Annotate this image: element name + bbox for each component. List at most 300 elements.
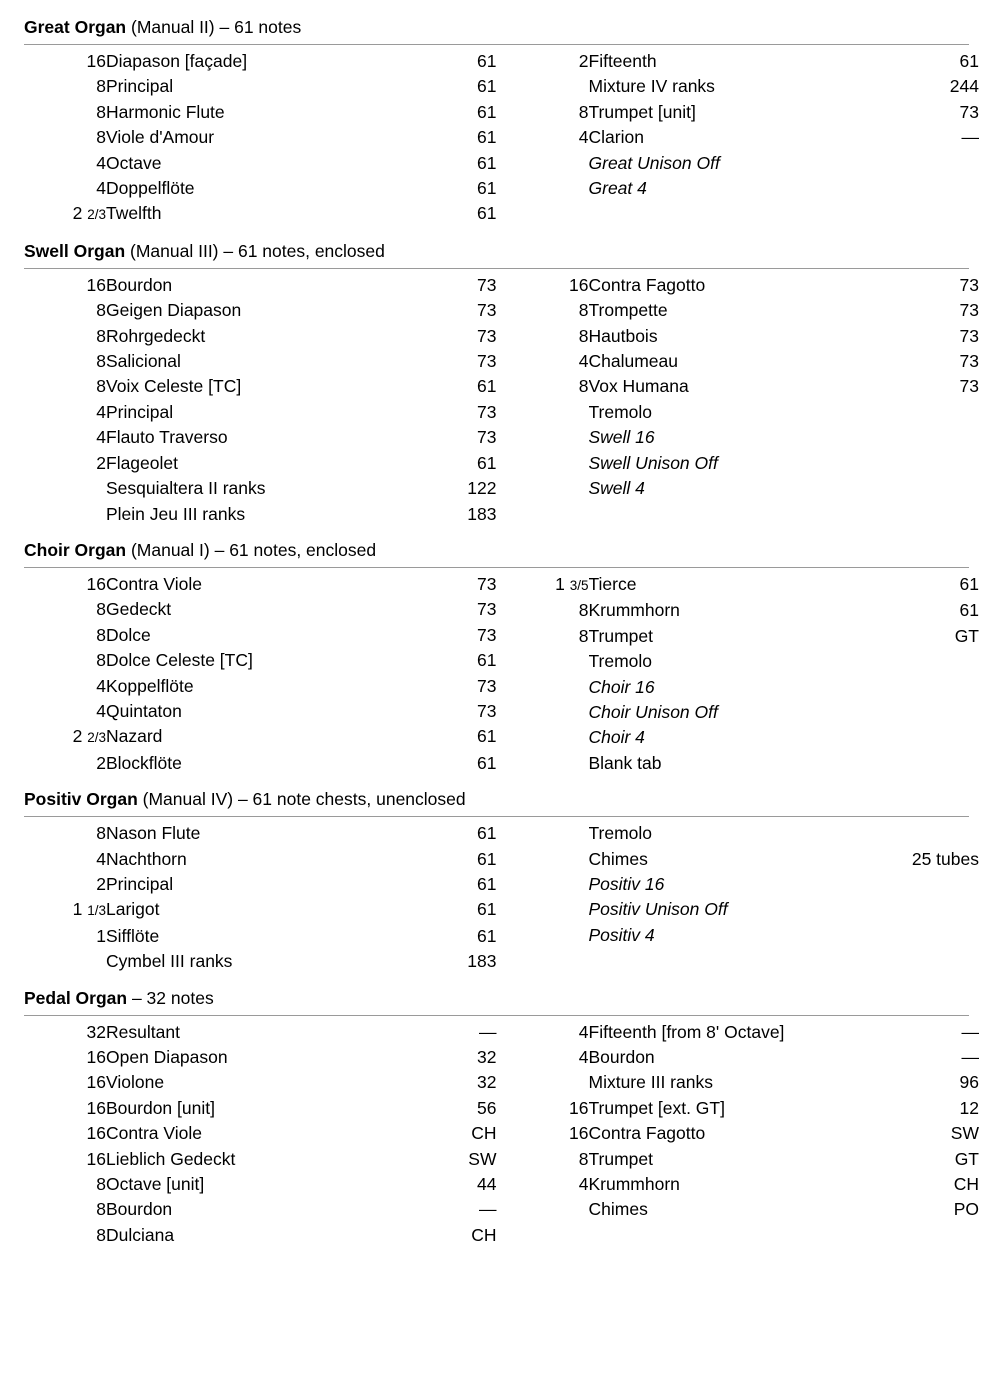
stop-name: Contra Fagotto: [588, 274, 706, 295]
stop-row: [14, 648, 497, 673]
stop-pipe-count: 73: [477, 300, 497, 321]
division-section: [14, 981, 979, 1249]
stop-row: [14, 201, 497, 227]
division-columns: [14, 572, 979, 776]
stop-name: Choir 4: [588, 727, 645, 748]
stop-table-left: [14, 49, 497, 228]
stop-table-left: [14, 1020, 497, 1249]
stop-name: Sesquialtera II ranks: [106, 478, 266, 499]
stop-pitch: 4: [96, 675, 106, 696]
stop-row: [14, 100, 497, 125]
stop-name: Doppelflöte: [106, 178, 195, 199]
stop-pitch: [497, 751, 589, 776]
stop-table-right: [497, 273, 980, 502]
stop-pitch: [497, 176, 589, 201]
stop-name: Tremolo: [588, 651, 653, 672]
stop-pipe-count: 61: [477, 101, 497, 122]
stop-row: [14, 1045, 497, 1070]
stop-pitch: 8: [96, 325, 106, 346]
stop-pipe-count: 61: [959, 600, 979, 621]
stop-name: Lieblich Gedeckt: [106, 1148, 236, 1169]
stop-name: Fifteenth: [588, 51, 657, 71]
stop-pitch: 4: [578, 1174, 589, 1195]
stop-row: [14, 1121, 497, 1146]
stop-name: Koppelflöte: [106, 675, 194, 696]
stop-pitch: 16: [86, 1047, 106, 1067]
stop-pitch: 1: [96, 925, 106, 946]
stop-name: Bourdon: [588, 1047, 655, 1067]
stop-row: [14, 897, 497, 923]
stop-name: Open Diapason: [106, 1047, 228, 1067]
stop-pitch: [497, 1070, 589, 1095]
stop-row: [14, 502, 497, 527]
stop-row: [14, 821, 497, 846]
stop-pitch: 2 2/3: [72, 203, 106, 224]
stop-name: Octave [unit]: [106, 1174, 205, 1195]
stop-row: [497, 451, 980, 476]
stop-pipe-count: —: [479, 1199, 497, 1220]
stop-name: Trumpet: [588, 1148, 654, 1169]
stop-name: Bourdon [unit]: [106, 1097, 215, 1118]
stop-pitch: [497, 451, 589, 476]
stop-row: [14, 476, 497, 501]
stop-name: Positiv 4: [588, 924, 655, 945]
division-section: [14, 10, 979, 228]
stop-pitch: 4: [578, 127, 589, 148]
stop-table-right: [497, 821, 980, 948]
stop-pitch: [497, 649, 589, 674]
stop-pitch: [14, 476, 106, 501]
stop-pitch: 8: [578, 600, 589, 621]
stop-name: Contra Viole: [106, 573, 202, 594]
stop-name: Tierce: [588, 573, 637, 594]
stop-row: [497, 476, 980, 501]
stop-row: [14, 324, 497, 349]
stop-pipe-count: —: [479, 1021, 497, 1042]
stop-row: [14, 125, 497, 150]
stop-pitch: 32: [86, 1021, 106, 1042]
stop-name: Viole d'Amour: [106, 127, 215, 148]
division-section: [14, 234, 979, 527]
stop-pitch: [497, 923, 589, 948]
stop-row: [14, 273, 497, 298]
stop-table-right: [497, 49, 980, 201]
stop-name: Dolce Celeste [TC]: [106, 650, 253, 671]
stop-name: Swell 4: [588, 478, 645, 499]
stop-name: Principal: [106, 873, 174, 894]
stop-pitch: [497, 400, 589, 425]
stop-pitch: 8: [578, 101, 589, 122]
stop-row: [14, 674, 497, 699]
stop-pitch: [497, 74, 589, 99]
stop-name: Choir 16: [588, 676, 655, 697]
stop-pipe-count: [875, 176, 979, 201]
stop-row: [497, 1172, 980, 1197]
stop-row: [497, 624, 980, 649]
stop-pitch: 2: [96, 452, 106, 473]
stop-pitch: 4: [96, 427, 106, 448]
stop-name: Chalumeau: [588, 351, 678, 372]
stop-row: [14, 374, 497, 399]
stop-pitch: 4: [578, 351, 589, 372]
stop-pitch: 8: [96, 1199, 106, 1220]
stop-name: Violone: [106, 1072, 165, 1093]
stop-pipe-count: 44: [477, 1174, 497, 1195]
stop-pitch: 2: [96, 752, 106, 773]
left-column: [14, 273, 497, 527]
stop-pitch: [497, 476, 589, 501]
stop-name: Contra Fagotto: [588, 1123, 706, 1144]
stop-pitch: 8: [578, 1148, 589, 1169]
stop-name: Mixture III ranks: [588, 1072, 713, 1093]
stop-pitch: 4: [96, 848, 106, 869]
stop-row: [14, 699, 497, 724]
stop-row: [497, 872, 980, 897]
stop-pitch: [497, 821, 589, 846]
stop-name: Principal: [106, 76, 174, 97]
stop-row: [497, 1070, 980, 1095]
stop-pipe-count: [875, 649, 979, 674]
left-column: [14, 572, 497, 776]
stop-name: Chimes: [588, 848, 648, 869]
stop-name: Nason Flute: [106, 823, 201, 844]
stop-pitch: [497, 847, 589, 872]
stop-pipe-count: [875, 700, 979, 725]
stop-row: [497, 298, 980, 323]
stop-row: [497, 74, 980, 99]
stop-pipe-count: CH: [471, 1224, 497, 1245]
stop-pipe-count: 73: [477, 401, 497, 422]
division-columns: [14, 273, 979, 527]
stop-pipe-count: 61: [477, 51, 497, 71]
stop-row: [497, 425, 980, 450]
stop-pitch: 2 2/3: [72, 726, 106, 747]
stop-name: Geigen Diapason: [106, 300, 242, 321]
stop-pipe-count: 61: [959, 573, 979, 594]
stop-name: Tremolo: [588, 401, 653, 422]
stop-pipe-count: 73: [477, 599, 497, 620]
stop-pitch: 4: [96, 152, 106, 173]
stop-row: [497, 725, 980, 750]
stop-pipe-count: 73: [477, 675, 497, 696]
stop-name: Dulciana: [106, 1224, 175, 1245]
stop-pitch: 8: [96, 76, 106, 97]
stop-name: Great Unison Off: [588, 152, 720, 173]
stop-row: [497, 675, 980, 700]
stop-row: [497, 151, 980, 176]
stop-pipe-count: 73: [477, 325, 497, 346]
stop-name: Gedeckt: [106, 599, 172, 620]
stop-name: Bourdon: [106, 1199, 173, 1220]
stop-name: Tremolo: [588, 823, 653, 844]
stop-pipe-count: 61: [477, 203, 497, 224]
stop-row: [497, 700, 980, 725]
right-column: [497, 821, 980, 948]
stop-name: Krummhorn: [588, 600, 680, 621]
stop-name: Harmonic Flute: [106, 101, 225, 122]
stop-row: [497, 273, 980, 298]
stop-row: [497, 176, 980, 201]
stop-pipe-count: 61: [477, 823, 497, 844]
stop-row: [497, 649, 980, 674]
stop-pitch: 4: [96, 401, 106, 422]
stop-pipe-count: 61: [477, 178, 497, 199]
stop-pitch: 8: [96, 650, 106, 671]
stop-row: [497, 49, 980, 74]
stop-row: [14, 572, 497, 597]
stop-name: Mixture IV ranks: [588, 76, 715, 97]
stop-row: [497, 1197, 980, 1222]
stop-name: Hautbois: [588, 325, 658, 346]
stop-row: [497, 400, 980, 425]
stop-pitch: 16: [569, 1123, 589, 1144]
stop-row: [14, 1172, 497, 1197]
stop-pipe-count: 61: [477, 127, 497, 148]
stop-pipe-count: [875, 923, 979, 948]
stop-name: Clarion: [588, 127, 644, 148]
stop-pitch: 8: [578, 300, 589, 321]
stop-name: Principal: [106, 401, 174, 422]
stop-name: Trumpet [unit]: [588, 101, 696, 122]
division-heading: [14, 234, 979, 266]
stop-row: [14, 924, 497, 949]
division-description: (Manual III) – 61 notes, enclosed: [125, 240, 385, 261]
stop-pipe-count: GT: [954, 625, 979, 646]
stop-pitch: 8: [96, 376, 106, 397]
stop-name: Flageolet: [106, 452, 178, 473]
stop-name: Flauto Traverso: [106, 427, 228, 448]
stop-name: Diapason [façade]: [106, 51, 248, 71]
division-columns: [14, 821, 979, 974]
stop-pipe-count: —: [961, 127, 979, 148]
left-column: [14, 1020, 497, 1249]
stop-pipe-count: 56: [477, 1097, 497, 1118]
division-name: Choir Organ: [24, 539, 127, 560]
stop-pipe-count: 61: [477, 452, 497, 473]
stop-pitch: 4: [578, 1047, 589, 1067]
division-heading: [14, 981, 979, 1013]
stop-pitch: [497, 897, 589, 922]
stop-name: Twelfth: [106, 203, 162, 224]
stop-table-left: [14, 572, 497, 776]
stop-pipe-count: 73: [959, 274, 979, 295]
stop-pipe-count: [875, 476, 979, 501]
stop-pipe-count: 61: [477, 752, 497, 773]
stop-name: Swell 16: [588, 427, 655, 448]
stop-pipe-count: 61: [477, 152, 497, 173]
stop-pitch: [14, 502, 106, 527]
division-heading: [14, 782, 979, 814]
stop-name: Choir Unison Off: [588, 701, 718, 722]
stop-pipe-count: 73: [959, 351, 979, 372]
stop-pipe-count: 183: [467, 503, 497, 524]
stop-pipe-count: 12: [959, 1097, 979, 1118]
stop-pitch: 8: [96, 1174, 106, 1195]
stop-row: [497, 1096, 980, 1121]
stop-pitch: 8: [578, 325, 589, 346]
stop-pipe-count: 61: [477, 899, 497, 920]
stop-row: [497, 324, 980, 349]
stop-name: Voix Celeste [TC]: [106, 376, 242, 397]
stop-pipe-count: PO: [953, 1199, 979, 1220]
stop-name: Sifflöte: [106, 925, 160, 946]
division-description: (Manual I) – 61 notes, enclosed: [126, 539, 377, 560]
stop-pipe-count: 73: [959, 325, 979, 346]
stop-pipe-count: [875, 151, 979, 176]
stop-pitch: 8: [96, 300, 106, 321]
stop-pipe-count: [875, 675, 979, 700]
stop-pipe-count: 244: [949, 76, 979, 97]
stop-row: [14, 949, 497, 974]
stop-name: Blockflöte: [106, 752, 182, 773]
stop-table-left: [14, 821, 497, 974]
stop-pipe-count: [875, 425, 979, 450]
stop-pipe-count: 73: [959, 101, 979, 122]
stop-row: [497, 847, 980, 872]
stop-row: [14, 451, 497, 476]
stop-pipe-count: 183: [467, 951, 497, 972]
stop-pipe-count: 32: [477, 1072, 497, 1093]
stop-pipe-count: [875, 872, 979, 897]
stop-pitch: 8: [578, 376, 589, 397]
right-column: [497, 572, 980, 776]
stop-pipe-count: 61: [477, 376, 497, 397]
stop-name: Plein Jeu III ranks: [106, 503, 246, 524]
stop-pitch: 1 3/5: [555, 573, 589, 594]
stop-pipe-count: 61: [959, 51, 979, 71]
stop-table-right: [497, 1020, 980, 1223]
stop-row: [497, 349, 980, 374]
right-column: [497, 1020, 980, 1223]
left-column: [14, 49, 497, 228]
stop-row: [14, 724, 497, 750]
stop-pipe-count: 73: [477, 700, 497, 721]
stop-pitch: 8: [96, 624, 106, 645]
stop-row: [497, 1020, 980, 1045]
stop-pitch: 16: [86, 51, 106, 71]
left-column: [14, 821, 497, 974]
stop-pipe-count: 73: [959, 300, 979, 321]
stop-name: Cymbel III ranks: [106, 951, 233, 972]
division-description: – 32 notes: [127, 987, 214, 1008]
stop-row: [14, 847, 497, 872]
stop-name: Resultant: [106, 1021, 180, 1042]
stop-name: Positiv 16: [588, 873, 665, 894]
stop-pitch: 16: [86, 1072, 106, 1093]
stop-pitch: 2: [578, 51, 589, 71]
division-description: (Manual II) – 61 notes: [126, 17, 302, 37]
stop-pipe-count: 61: [477, 650, 497, 671]
division-divider: [24, 567, 969, 568]
division-name: Positiv Organ: [24, 789, 138, 810]
stop-name: Krummhorn: [588, 1174, 680, 1195]
stop-pipe-count: [875, 751, 979, 776]
stop-pitch: 16: [86, 573, 106, 594]
stop-pipe-count: CH: [471, 1123, 497, 1144]
stop-row: [14, 151, 497, 176]
division-columns: [14, 1020, 979, 1249]
stop-pipe-count: 122: [467, 478, 497, 499]
stop-pitch: [14, 949, 106, 974]
stop-row: [14, 872, 497, 897]
stop-row: [14, 1147, 497, 1172]
stop-row: [14, 349, 497, 374]
stop-pitch: 4: [96, 178, 106, 199]
stop-row: [497, 1147, 980, 1172]
stop-pitch: 8: [96, 1224, 106, 1245]
stop-pipe-count: 61: [477, 726, 497, 747]
stop-row: [14, 49, 497, 74]
stop-pitch: 8: [96, 823, 106, 844]
stop-pipe-count: SW: [468, 1148, 497, 1169]
stop-pitch: 8: [96, 599, 106, 620]
stop-pipe-count: SW: [950, 1123, 979, 1144]
division-description: (Manual IV) – 61 note chests, unenclosed: [137, 789, 466, 810]
stop-table-left: [14, 273, 497, 527]
stop-table-right: [497, 572, 980, 776]
stop-pitch: [497, 425, 589, 450]
stop-pipe-count: 96: [959, 1072, 979, 1093]
stop-name: Blank tab: [588, 752, 662, 773]
stop-pitch: 16: [569, 1097, 589, 1118]
stop-pipe-count: [875, 897, 979, 922]
division-section: [14, 533, 979, 776]
stop-pipe-count: 61: [477, 76, 497, 97]
stop-pipe-count: —: [961, 1021, 979, 1042]
stop-pipe-count: [875, 400, 979, 425]
stop-row: [14, 400, 497, 425]
division-name: Pedal Organ: [24, 987, 128, 1008]
right-column: [497, 273, 980, 502]
stop-row: [14, 74, 497, 99]
stop-pitch: 16: [86, 1123, 106, 1144]
stop-row: [497, 572, 980, 598]
stop-row: [14, 1223, 497, 1248]
stop-row: [14, 1020, 497, 1045]
stop-pipe-count: 61: [477, 925, 497, 946]
stop-row: [14, 623, 497, 648]
stop-pitch: 8: [578, 625, 589, 646]
stop-name: Chimes: [588, 1199, 648, 1220]
right-column: [497, 49, 980, 201]
stop-row: [497, 897, 980, 922]
division-divider: [24, 44, 969, 45]
stop-pitch: [497, 725, 589, 750]
stop-name: Positiv Unison Off: [588, 899, 728, 920]
stop-name: Larigot: [106, 899, 160, 920]
stop-pipe-count: [875, 725, 979, 750]
stop-pitch: 1 1/3: [72, 899, 106, 920]
stop-pipe-count: —: [961, 1047, 979, 1067]
stop-name: Swell Unison Off: [588, 452, 718, 473]
stop-pipe-count: 73: [477, 351, 497, 372]
division-name: Great Organ: [24, 17, 127, 37]
stop-row: [497, 1045, 980, 1070]
stop-pitch: 2: [96, 873, 106, 894]
stop-row: [497, 100, 980, 125]
division-name: Swell Organ: [24, 240, 126, 261]
stop-pipe-count: 73: [477, 274, 497, 295]
stop-row: [497, 125, 980, 150]
stop-row: [497, 821, 980, 846]
division-divider: [24, 1015, 969, 1016]
stop-pipe-count: 32: [477, 1047, 497, 1067]
stop-name: Trumpet: [588, 625, 654, 646]
stop-pitch: [497, 700, 589, 725]
stop-pitch: 16: [569, 274, 589, 295]
stop-pipe-count: 73: [477, 624, 497, 645]
stop-name: Bourdon: [106, 274, 173, 295]
